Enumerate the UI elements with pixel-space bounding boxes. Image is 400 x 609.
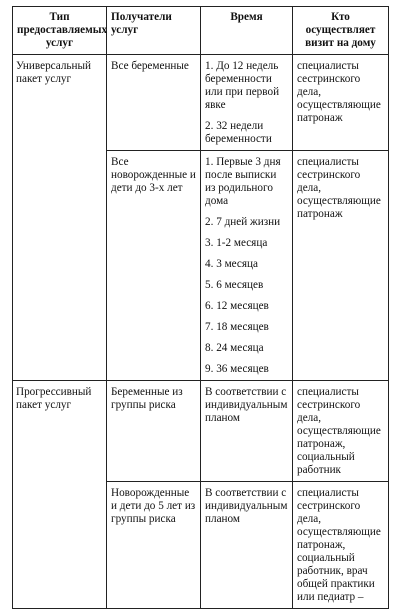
time-list (201, 55, 293, 151)
time-item: 5. 6 месяцев (205, 279, 264, 291)
header-who-visits: Кто осуществляет визит на дому (293, 7, 389, 55)
recipients-cell: Все беременные (107, 55, 201, 151)
time-item: 2. 32 недели беременности (205, 120, 272, 145)
time-item: 8. 24 месяца (205, 342, 264, 354)
who-cell: специалисты сестринского дела, осуществляющие патронаж, социальный работник (293, 381, 389, 482)
table-row (13, 55, 389, 151)
who-cell: специалисты сестринского дела, осуществляющие патронаж, социальный работник, врач общей практики или педиатр – (293, 482, 389, 609)
time-item: 9. 36 месяцев (205, 363, 269, 375)
time-cell: В соответствии с индивидуальным планом (201, 381, 293, 482)
time-item: 4. 3 месяца (205, 258, 258, 270)
who-cell: специалисты сестринского дела, осуществляющие патронаж (293, 55, 389, 151)
services-table (12, 6, 389, 609)
recipients-cell: Беременные из группы риска (107, 381, 201, 482)
header-time: Время (201, 7, 293, 55)
package-progressive: Прогрессивный пакет услуг (13, 381, 107, 609)
table-row (13, 381, 389, 482)
time-item: 6. 12 месяцев (205, 300, 269, 312)
time-item: 1. До 12 недель беременности или при первой явке (205, 60, 280, 111)
time-item: 3. 1-2 месяца (205, 237, 268, 249)
who-cell: специалисты сестринского дела, осуществляющие патронаж (293, 151, 389, 381)
recipients-cell: Новорожденные и дети до 5 лет из группы риска (107, 482, 201, 609)
time-cell: В соответствии с индивидуальным планом (201, 482, 293, 609)
header-recipients: Получатели услуг (107, 7, 201, 55)
time-item: 1. Первые 3 дня после выписки из родильного дома (205, 156, 281, 207)
header-row (13, 7, 389, 55)
time-item: 7. 18 месяцев (205, 321, 269, 333)
recipients-cell: Все новорожденные и дети до 3-х лет (107, 151, 201, 381)
time-list (201, 151, 293, 381)
time-item: 2. 7 дней жизни (205, 216, 281, 228)
header-service-type: Тип предоставляемых услуг (13, 7, 107, 55)
package-universal: Универсальный пакет услуг (13, 55, 107, 381)
